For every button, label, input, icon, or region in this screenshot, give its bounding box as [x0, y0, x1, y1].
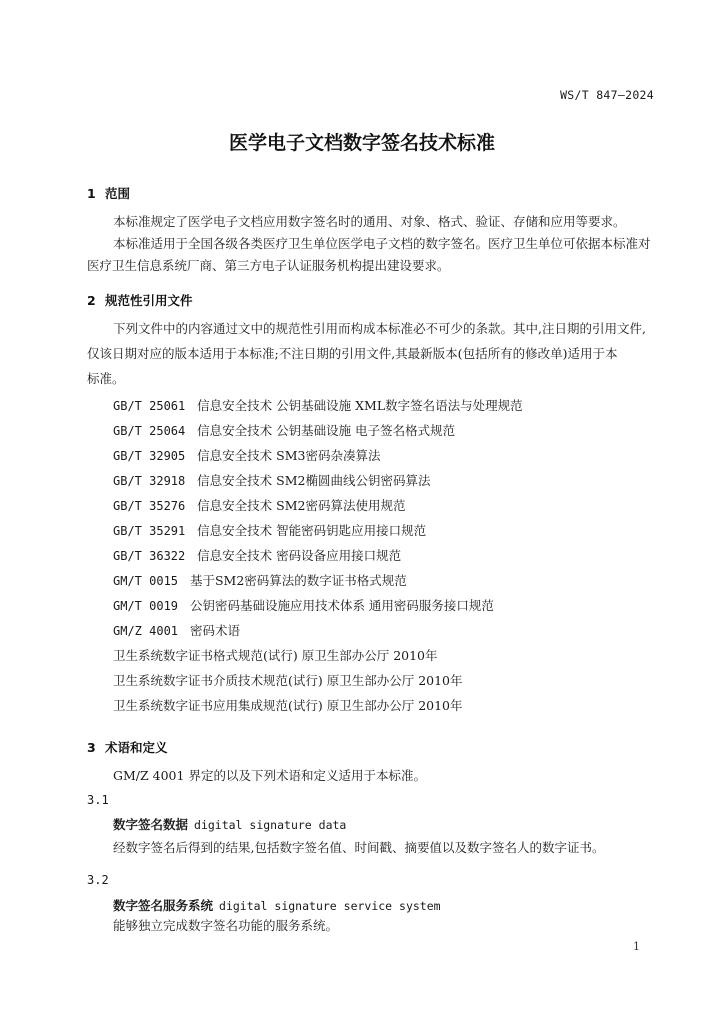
reference-item — [113, 396, 523, 421]
reference-item — [113, 596, 523, 621]
normative-paragraph-line-3: 标准。 — [87, 371, 125, 386]
terms-intro: GM/Z 4001 界定的以及下列术语和定义适用于本标准。 — [113, 768, 426, 783]
reference-title: 密码术语 — [189, 623, 240, 638]
reference-code: GM/T 0015 — [113, 574, 179, 588]
reference-title: 信息安全技术 智能密码钥匙应用接口规范 — [197, 523, 427, 538]
section-title: 规范性引用文件 — [105, 293, 193, 308]
reference-code: GM/Z 4001 — [113, 624, 179, 638]
reference-code: GB/T 36322 — [113, 549, 186, 563]
reference-title: 卫生系统数字证书介质技术规范(试行) 原卫生部办公厅 2010年 — [113, 673, 463, 688]
reference-item — [113, 471, 523, 496]
reference-item — [113, 696, 523, 721]
term-name — [113, 815, 346, 833]
reference-item — [113, 496, 523, 521]
reference-code: GB/T 25061 — [113, 399, 186, 413]
section-title: 术语和定义 — [105, 740, 168, 755]
section-heading-normative — [87, 291, 193, 309]
section-number: 2 — [87, 293, 96, 308]
reference-item — [113, 521, 523, 546]
reference-code: GB/T 25064 — [113, 424, 186, 438]
term-name-en: digital signature data — [194, 818, 347, 832]
reference-title: 信息安全技术 密码设备应用接口规范 — [197, 548, 402, 563]
reference-title: 卫生系统数字证书应用集成规范(试行) 原卫生部办公厅 2010年 — [113, 698, 463, 713]
reference-item — [113, 421, 523, 446]
normative-paragraph-line-2: 仅该日期对应的版本适用于本标准;不注日期的引用文件,其最新版本(包括所有的修改单)适用于本 — [87, 346, 618, 361]
reference-title: 基于SM2密码算法的数字证书格式规范 — [189, 573, 407, 588]
scope-paragraph-1: 本标准规定了医学电子文档应用数字签名时的通用、对象、格式、验证、存储和应用等要求。 — [113, 214, 626, 229]
reference-title: 信息安全技术 SM2密码算法使用规范 — [197, 498, 406, 513]
reference-item — [113, 621, 523, 646]
section-number: 3 — [87, 740, 96, 755]
term-name-zh: 数字签名服务系统 — [113, 898, 214, 913]
page-number: 1 — [633, 940, 640, 953]
reference-code: GB/T 35276 — [113, 499, 186, 513]
term-number: 3.1 — [87, 793, 109, 807]
reference-title: 公钥密码基础设施应用技术体系 通用密码服务接口规范 — [189, 598, 494, 613]
reference-code: GM/T 0019 — [113, 599, 179, 613]
reference-code: GB/T 32905 — [113, 449, 186, 463]
reference-item — [113, 546, 523, 571]
scope-paragraph-2-line-1: 本标准适用于全国各级各类医疗卫生单位医学电子文档的数字签名。医疗卫生单位可依据本标准对 — [113, 236, 651, 251]
scope-paragraph-2-line-2: 医疗卫生信息系统厂商、第三方电子认证服务机构提出建设要求。 — [87, 258, 450, 273]
reference-item — [113, 571, 523, 596]
reference-title: 信息安全技术 SM3密码杂凑算法 — [197, 448, 381, 463]
document-title: 医学电子文档数字签名技术标准 — [228, 132, 495, 154]
section-heading-terms — [87, 738, 168, 756]
reference-code: GB/T 35291 — [113, 524, 186, 538]
term-name-en: digital signature service system — [219, 899, 441, 913]
term-definition: 能够独立完成数字签名功能的服务系统。 — [113, 918, 339, 933]
section-heading-scope — [87, 184, 130, 202]
reference-item — [113, 671, 523, 696]
reference-item — [113, 646, 523, 671]
reference-list — [113, 396, 523, 721]
section-number: 1 — [87, 186, 96, 201]
reference-title: 信息安全技术 公钥基础设施 XML数字签名语法与处理规范 — [197, 398, 523, 413]
reference-code: GB/T 32918 — [113, 474, 186, 488]
reference-title: 信息安全技术 SM2椭圆曲线公钥密码算法 — [197, 473, 431, 488]
term-definition: 经数字签名后得到的结果,包括数字签名值、时间戳、摘要值以及数字签名人的数字证书。 — [113, 840, 605, 855]
standard-code: WS/T 847—2024 — [560, 88, 654, 102]
term-name — [113, 896, 441, 914]
reference-item — [113, 446, 523, 471]
reference-title: 卫生系统数字证书格式规范(试行) 原卫生部办公厅 2010年 — [113, 648, 438, 663]
reference-title: 信息安全技术 公钥基础设施 电子签名格式规范 — [197, 423, 456, 438]
section-title: 范围 — [105, 186, 131, 201]
term-number: 3.2 — [87, 873, 109, 887]
normative-paragraph-line-1: 下列文件中的内容通过文中的规范性引用而构成本标准必不可少的条款。其中,注日期的引用文件, — [113, 321, 646, 336]
term-name-zh: 数字签名数据 — [113, 817, 189, 832]
